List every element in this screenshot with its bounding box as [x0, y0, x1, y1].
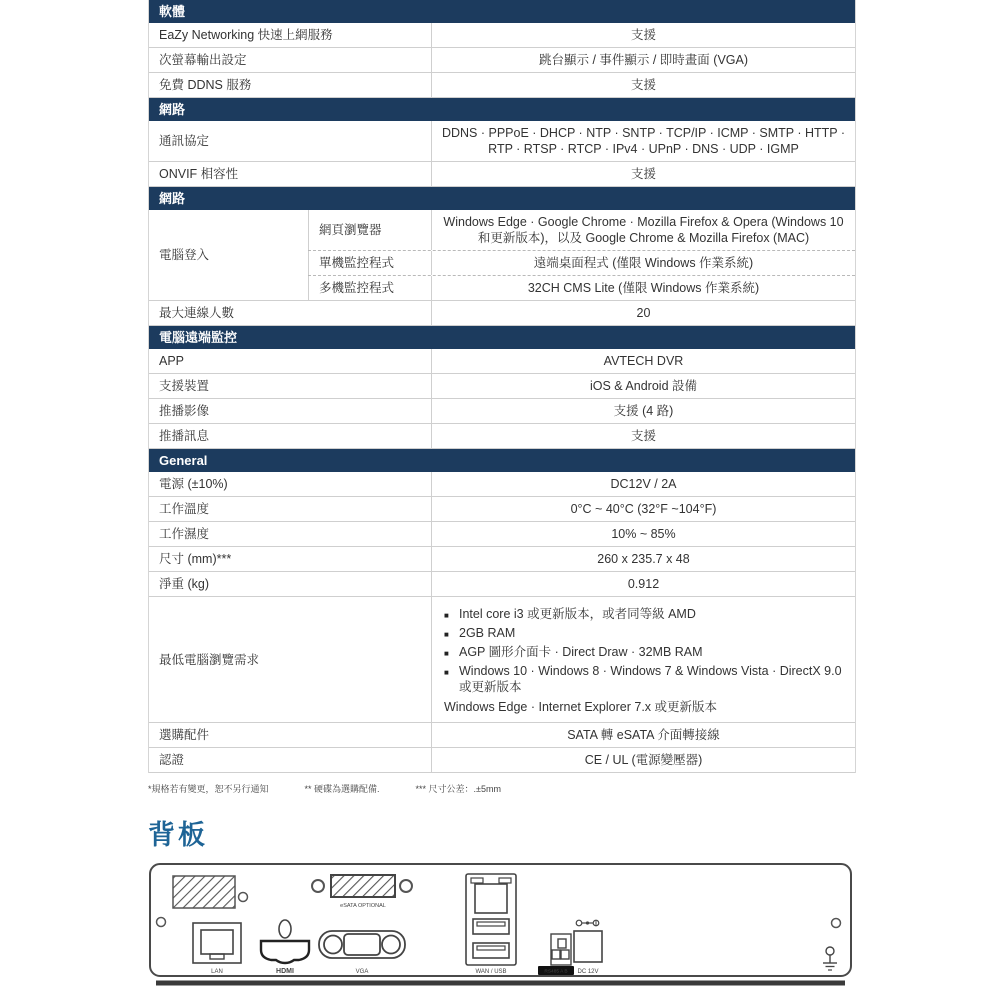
lan-port [193, 923, 241, 963]
row-value: 10% ~ 85% [431, 522, 855, 546]
row-label: ONVIF 相容性 [159, 167, 239, 181]
row-value: 0°C ~ 40°C (32°F ~104°F) [431, 497, 855, 521]
vga-label: VGA [355, 969, 369, 975]
row-label: 淨重 (kg) [159, 577, 210, 591]
row-value: CE / UL (電源變壓器) [431, 748, 855, 772]
row-label: 最低電腦瀏覽需求 [159, 652, 260, 667]
screw-hole [279, 920, 291, 938]
requirement-item: ■ AGP 圖形介面卡 · Direct Draw · 32MB RAM [444, 644, 845, 660]
row-label: 工作濕度 [159, 527, 210, 541]
wan-usb-label: WAN / USB [475, 969, 507, 975]
row-value: 20 [431, 301, 855, 325]
row-value: AVTECH DVR [431, 349, 855, 373]
table-row [149, 23, 855, 48]
section-header-network-1: 網路 [149, 98, 855, 121]
screw-hole [157, 918, 166, 927]
row-label: 免費 DDNS 服務 [159, 78, 252, 92]
back-panel-title: 背板 [148, 820, 208, 850]
subrow-value: 32CH CMS Lite (僅限 Windows 作業系統) [431, 276, 855, 300]
row-value: SATA 轉 eSATA 介面轉接線 [431, 723, 855, 747]
table-row [149, 547, 855, 572]
row-value: 0.912 [431, 572, 855, 596]
table-row [149, 472, 855, 497]
screw-hole [400, 880, 412, 892]
table-row [149, 162, 855, 187]
row-label: 最大連線人數 [159, 306, 235, 320]
table-row-group [149, 210, 855, 301]
table-row [149, 748, 855, 773]
row-value: DDNS · PPPoE · DHCP · NTP · SNTP · TCP/IP · ICMP · SMTP · HTTP · RTP · RTSP · RTCP · IPv4 · UPnP · DNS · UDP · IGMP [431, 121, 855, 161]
row-label: 推播訊息 [159, 429, 210, 443]
esata-cutout [331, 875, 395, 897]
row-label: 認證 [159, 753, 185, 767]
screw-hole [312, 880, 324, 892]
table-row [149, 301, 855, 326]
row-value: 支援 (4 路) [431, 399, 855, 423]
dc-polarity-icon [576, 920, 599, 926]
spec-table [148, 0, 856, 773]
table-row [149, 522, 855, 547]
row-label: APP [159, 354, 185, 368]
rs485-terminal [551, 934, 571, 965]
requirement-item: ■ Windows 10 · Windows 8 · Windows 7 & Windows Vista · DirectX 9.0 或更新版本 [444, 663, 845, 695]
section-header-remote: 電腦遠端監控 [149, 326, 855, 349]
table-row [149, 424, 855, 449]
subrow-label: 單機監控程式 [308, 251, 431, 275]
row-value: 支援 [431, 73, 855, 97]
table-subrow [308, 210, 855, 251]
subrow-label: 網頁瀏覽器 [308, 210, 431, 250]
footnotes [148, 782, 854, 795]
table-row [149, 723, 855, 748]
page-content [148, 0, 854, 994]
section-header-software: 軟體 [149, 0, 855, 23]
vga-port [319, 931, 405, 958]
ground-symbol [823, 947, 837, 970]
row-label: 電源 (±10%) [159, 477, 228, 491]
row-label: 通訊協定 [159, 134, 210, 148]
lan-label: LAN [211, 969, 223, 975]
subrow-value: Windows Edge · Google Chrome · Mozilla Firefox & Opera (Windows 10 和更新版本)，以及 Google Chrome & Mozilla Firefox (MAC) [431, 210, 855, 250]
table-row [149, 349, 855, 374]
table-row [149, 48, 855, 73]
row-label: 支援裝置 [159, 379, 210, 393]
table-row [149, 73, 855, 98]
screw-hole [239, 893, 248, 902]
back-panel-svg [148, 863, 854, 989]
sub-rows [308, 210, 855, 300]
row-value: 支援 [431, 23, 855, 47]
table-row [149, 399, 855, 424]
row-value: 支援 [431, 424, 855, 448]
row-value: iOS & Android 設備 [431, 374, 855, 398]
table-row [149, 497, 855, 522]
back-panel-diagram [148, 863, 854, 994]
table-subrow [308, 251, 855, 276]
footnote: ** 硬碟為選購配備. [304, 784, 380, 794]
screw-hole [832, 919, 841, 928]
footnote: *** 尺寸公差：.±5mm [415, 784, 501, 794]
subrow-value: 遠端桌面程式 (僅限 Windows 作業系統) [431, 251, 855, 275]
subrow-label: 多機監控程式 [308, 276, 431, 300]
table-row [149, 374, 855, 399]
table-subrow [308, 276, 855, 300]
dc-label: DC 12V [577, 969, 599, 975]
row-label: 次螢幕輸出設定 [159, 53, 247, 67]
section-header-general: General [149, 449, 855, 472]
section-header-network-2: 網路 [149, 187, 855, 210]
requirement-extra: Windows Edge · Internet Explorer 7.x 或更新版本 [444, 700, 718, 714]
row-value [431, 597, 855, 722]
vent-cutout [173, 876, 235, 908]
dc-jack [574, 931, 602, 962]
row-value: 跳台顯示 / 事件顯示 / 即時畫面 (VGA) [431, 48, 855, 72]
esata-label: eSATA OPTIONAL [340, 903, 386, 909]
requirement-item: ■ 2GB RAM [444, 625, 845, 641]
row-value: 260 x 235.7 x 48 [431, 547, 855, 571]
requirement-item: ■ Intel core i3 或更新版本，或者同等級 AMD [444, 606, 845, 622]
hdmi-port [261, 941, 309, 963]
wan-usb-ports [466, 874, 516, 965]
footnote: *規格若有變更，恕不另行通知 [148, 784, 269, 794]
row-label: 尺寸 (mm)*** [159, 552, 232, 566]
row-label: 電腦登入 [159, 248, 210, 262]
row-label: EaZy Networking 快速上網服務 [159, 28, 333, 42]
row-value: 支援 [431, 162, 855, 186]
table-row [149, 572, 855, 597]
row-label: 選購配件 [159, 728, 210, 742]
hdmi-label: HDMI [276, 968, 294, 975]
panel-outline [150, 864, 851, 976]
row-label: 工作溫度 [159, 502, 210, 516]
row-value: DC12V / 2A [431, 472, 855, 496]
table-row-requirements [149, 597, 855, 723]
table-row [149, 121, 855, 162]
row-label: 推播影像 [159, 404, 210, 418]
rs485-label: RS485 A B [544, 969, 568, 975]
